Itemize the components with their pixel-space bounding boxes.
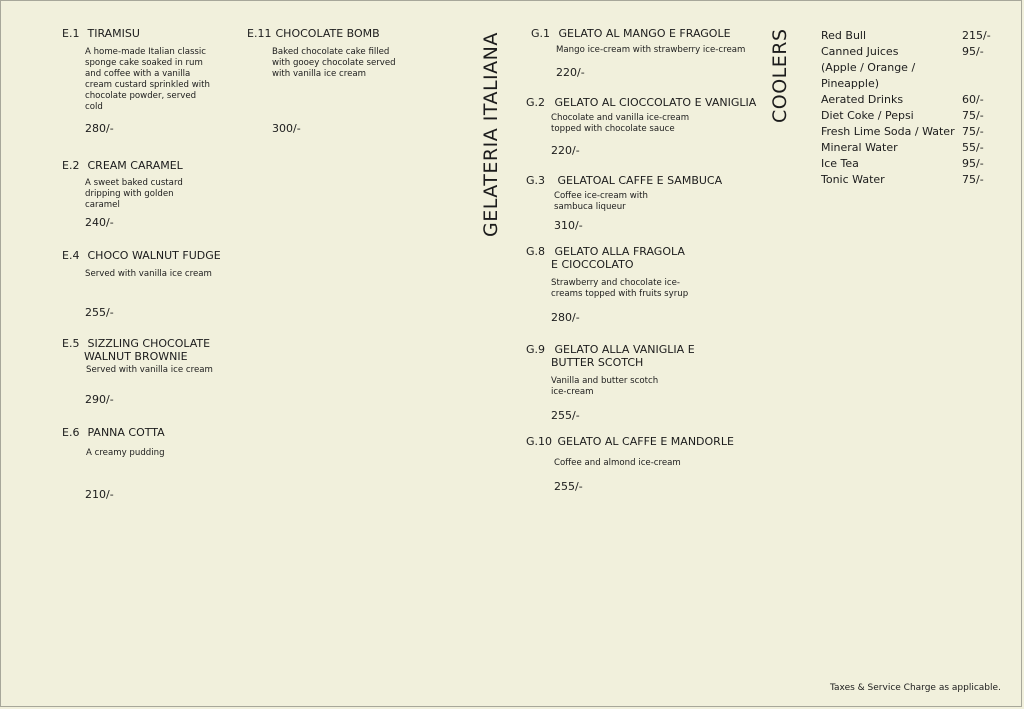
item-name: GELATO ALLA VANIGLIA E	[554, 343, 695, 356]
cooler-price: 75/-	[962, 125, 984, 138]
item-description: Mango ice-cream with strawberry ice-cream	[556, 45, 746, 55]
item-price: 220/-	[556, 66, 585, 79]
menu-item-gelato-vaniglia	[526, 343, 695, 369]
item-code: E.5	[62, 337, 80, 350]
item-title	[526, 245, 685, 258]
menu-item-panna-cotta	[62, 426, 165, 439]
cooler-price: 75/-	[962, 109, 984, 122]
menu-item-sizzling-brownie	[62, 337, 210, 363]
cooler-name: Tonic Water	[821, 173, 885, 186]
item-title	[526, 174, 722, 187]
item-code: G.3	[526, 174, 546, 187]
item-title	[62, 426, 165, 439]
item-description: A creamy pudding	[86, 448, 165, 458]
item-title	[62, 159, 183, 172]
item-price: 280/-	[551, 311, 580, 324]
gelateria-heading: GELATERIA ITALIANA	[480, 32, 502, 237]
item-title	[531, 27, 731, 40]
item-name: CREAM CARAMEL	[87, 159, 183, 172]
menu-item-chocolate-bomb	[247, 27, 380, 40]
item-price: 255/-	[554, 480, 583, 493]
item-name: CHOCO WALNUT FUDGE	[87, 249, 221, 262]
item-name: TIRAMISU	[87, 27, 140, 40]
cooler-name: Aerated Drinks	[821, 93, 904, 106]
coolers-heading: COOLERS	[769, 28, 791, 123]
item-code: G.10	[526, 435, 553, 448]
item-description: A home-made Italian classic sponge cake soaked in rum and coffee with a vanilla cream custard sprinkled with chocolate powder, served cold	[85, 47, 210, 112]
item-code: G.2	[526, 96, 546, 109]
item-code: G.9	[526, 343, 546, 356]
menu-item-gelato-mango	[531, 27, 731, 40]
item-title	[247, 27, 380, 40]
cooler-name: Red Bull	[821, 29, 867, 42]
item-code: G.8	[526, 245, 546, 258]
item-name: GELATO AL MANGO E FRAGOLE	[558, 27, 731, 40]
item-price: 290/-	[85, 393, 114, 406]
item-title	[62, 27, 140, 40]
item-description: A sweet baked custard dripping with golden caramel	[85, 178, 183, 210]
item-code: E.1	[62, 27, 80, 40]
cooler-name: Fresh Lime Soda / Water	[821, 125, 955, 138]
menu-item-tiramisu	[62, 27, 140, 40]
item-price: 310/-	[554, 219, 583, 232]
item-name: CHOCOLATE BOMB	[275, 27, 380, 40]
cooler-price: 55/-	[962, 141, 984, 154]
item-name-line2: WALNUT BROWNIE	[84, 350, 188, 363]
item-description: Served with vanilla ice cream	[85, 269, 212, 279]
item-price: 220/-	[551, 144, 580, 157]
item-name-line2: E CIOCCOLATO	[551, 258, 634, 271]
menu-item-choco-walnut-fudge	[62, 249, 221, 262]
menu-item-cream-caramel	[62, 159, 183, 172]
item-price: 255/-	[85, 306, 114, 319]
item-price: 300/-	[272, 122, 301, 135]
item-name: GELATO ALLA FRAGOLA	[554, 245, 685, 258]
cooler-name: (Apple / Orange /	[821, 61, 916, 74]
cooler-name: Pineapple)	[821, 77, 880, 90]
item-title	[526, 435, 734, 448]
item-name: PANNA COTTA	[87, 426, 165, 439]
item-price: 240/-	[85, 216, 114, 229]
cooler-price: 75/-	[962, 173, 984, 186]
item-description: Served with vanilla ice cream	[86, 365, 213, 375]
item-code: G.1	[531, 27, 551, 40]
cooler-name: Mineral Water	[821, 141, 898, 154]
item-description: Vanilla and butter scotch ice-cream	[551, 376, 659, 397]
menu-item-gelato-fragola	[526, 245, 685, 271]
footer-note: Taxes & Service Charge as applicable.	[830, 683, 1001, 693]
menu-item-gelato-cioccolato	[526, 96, 756, 109]
item-name-line2: BUTTER SCOTCH	[551, 356, 644, 369]
item-price: 280/-	[85, 122, 114, 135]
cooler-price: 95/-	[962, 157, 984, 170]
cooler-price: 215/-	[962, 29, 991, 42]
cooler-name: Diet Coke / Pepsi	[821, 109, 914, 122]
cooler-name: Ice Tea	[821, 157, 859, 170]
item-description: Coffee and almond ice-cream	[554, 458, 681, 468]
item-code: E.2	[62, 159, 80, 172]
cooler-price: 95/-	[962, 45, 984, 58]
item-code: E.4	[62, 249, 80, 262]
item-name: GELATO AL CIOCCOLATO E VANIGLIA	[554, 96, 757, 109]
item-name: SIZZLING CHOCOLATE	[87, 337, 211, 350]
item-description: Coffee ice-cream with sambuca liqueur	[554, 191, 648, 212]
item-description: Baked chocolate cake filled with gooey chocolate served with vanilla ice cream	[272, 47, 396, 79]
item-code: E.6	[62, 426, 80, 439]
item-price: 255/-	[551, 409, 580, 422]
item-name: GELATOAL CAFFE E SAMBUCA	[557, 174, 723, 187]
item-description: Chocolate and vanilla ice-cream topped with chocolate sauce	[551, 113, 690, 134]
menu-item-gelato-mandorle	[526, 435, 734, 448]
item-price: 210/-	[85, 488, 114, 501]
cooler-price: 60/-	[962, 93, 984, 106]
item-name: GELATO AL CAFFE E MANDORLE	[557, 435, 734, 448]
item-code: E.11	[247, 27, 272, 40]
item-title	[526, 343, 695, 356]
item-title	[62, 249, 221, 262]
item-title	[62, 337, 210, 350]
item-title	[526, 96, 756, 109]
item-description: Strawberry and chocolate ice-creams topped with fruits syrup	[551, 278, 689, 299]
cooler-name: Canned Juices	[821, 45, 899, 58]
menu-item-gelato-sambuca	[526, 174, 722, 187]
